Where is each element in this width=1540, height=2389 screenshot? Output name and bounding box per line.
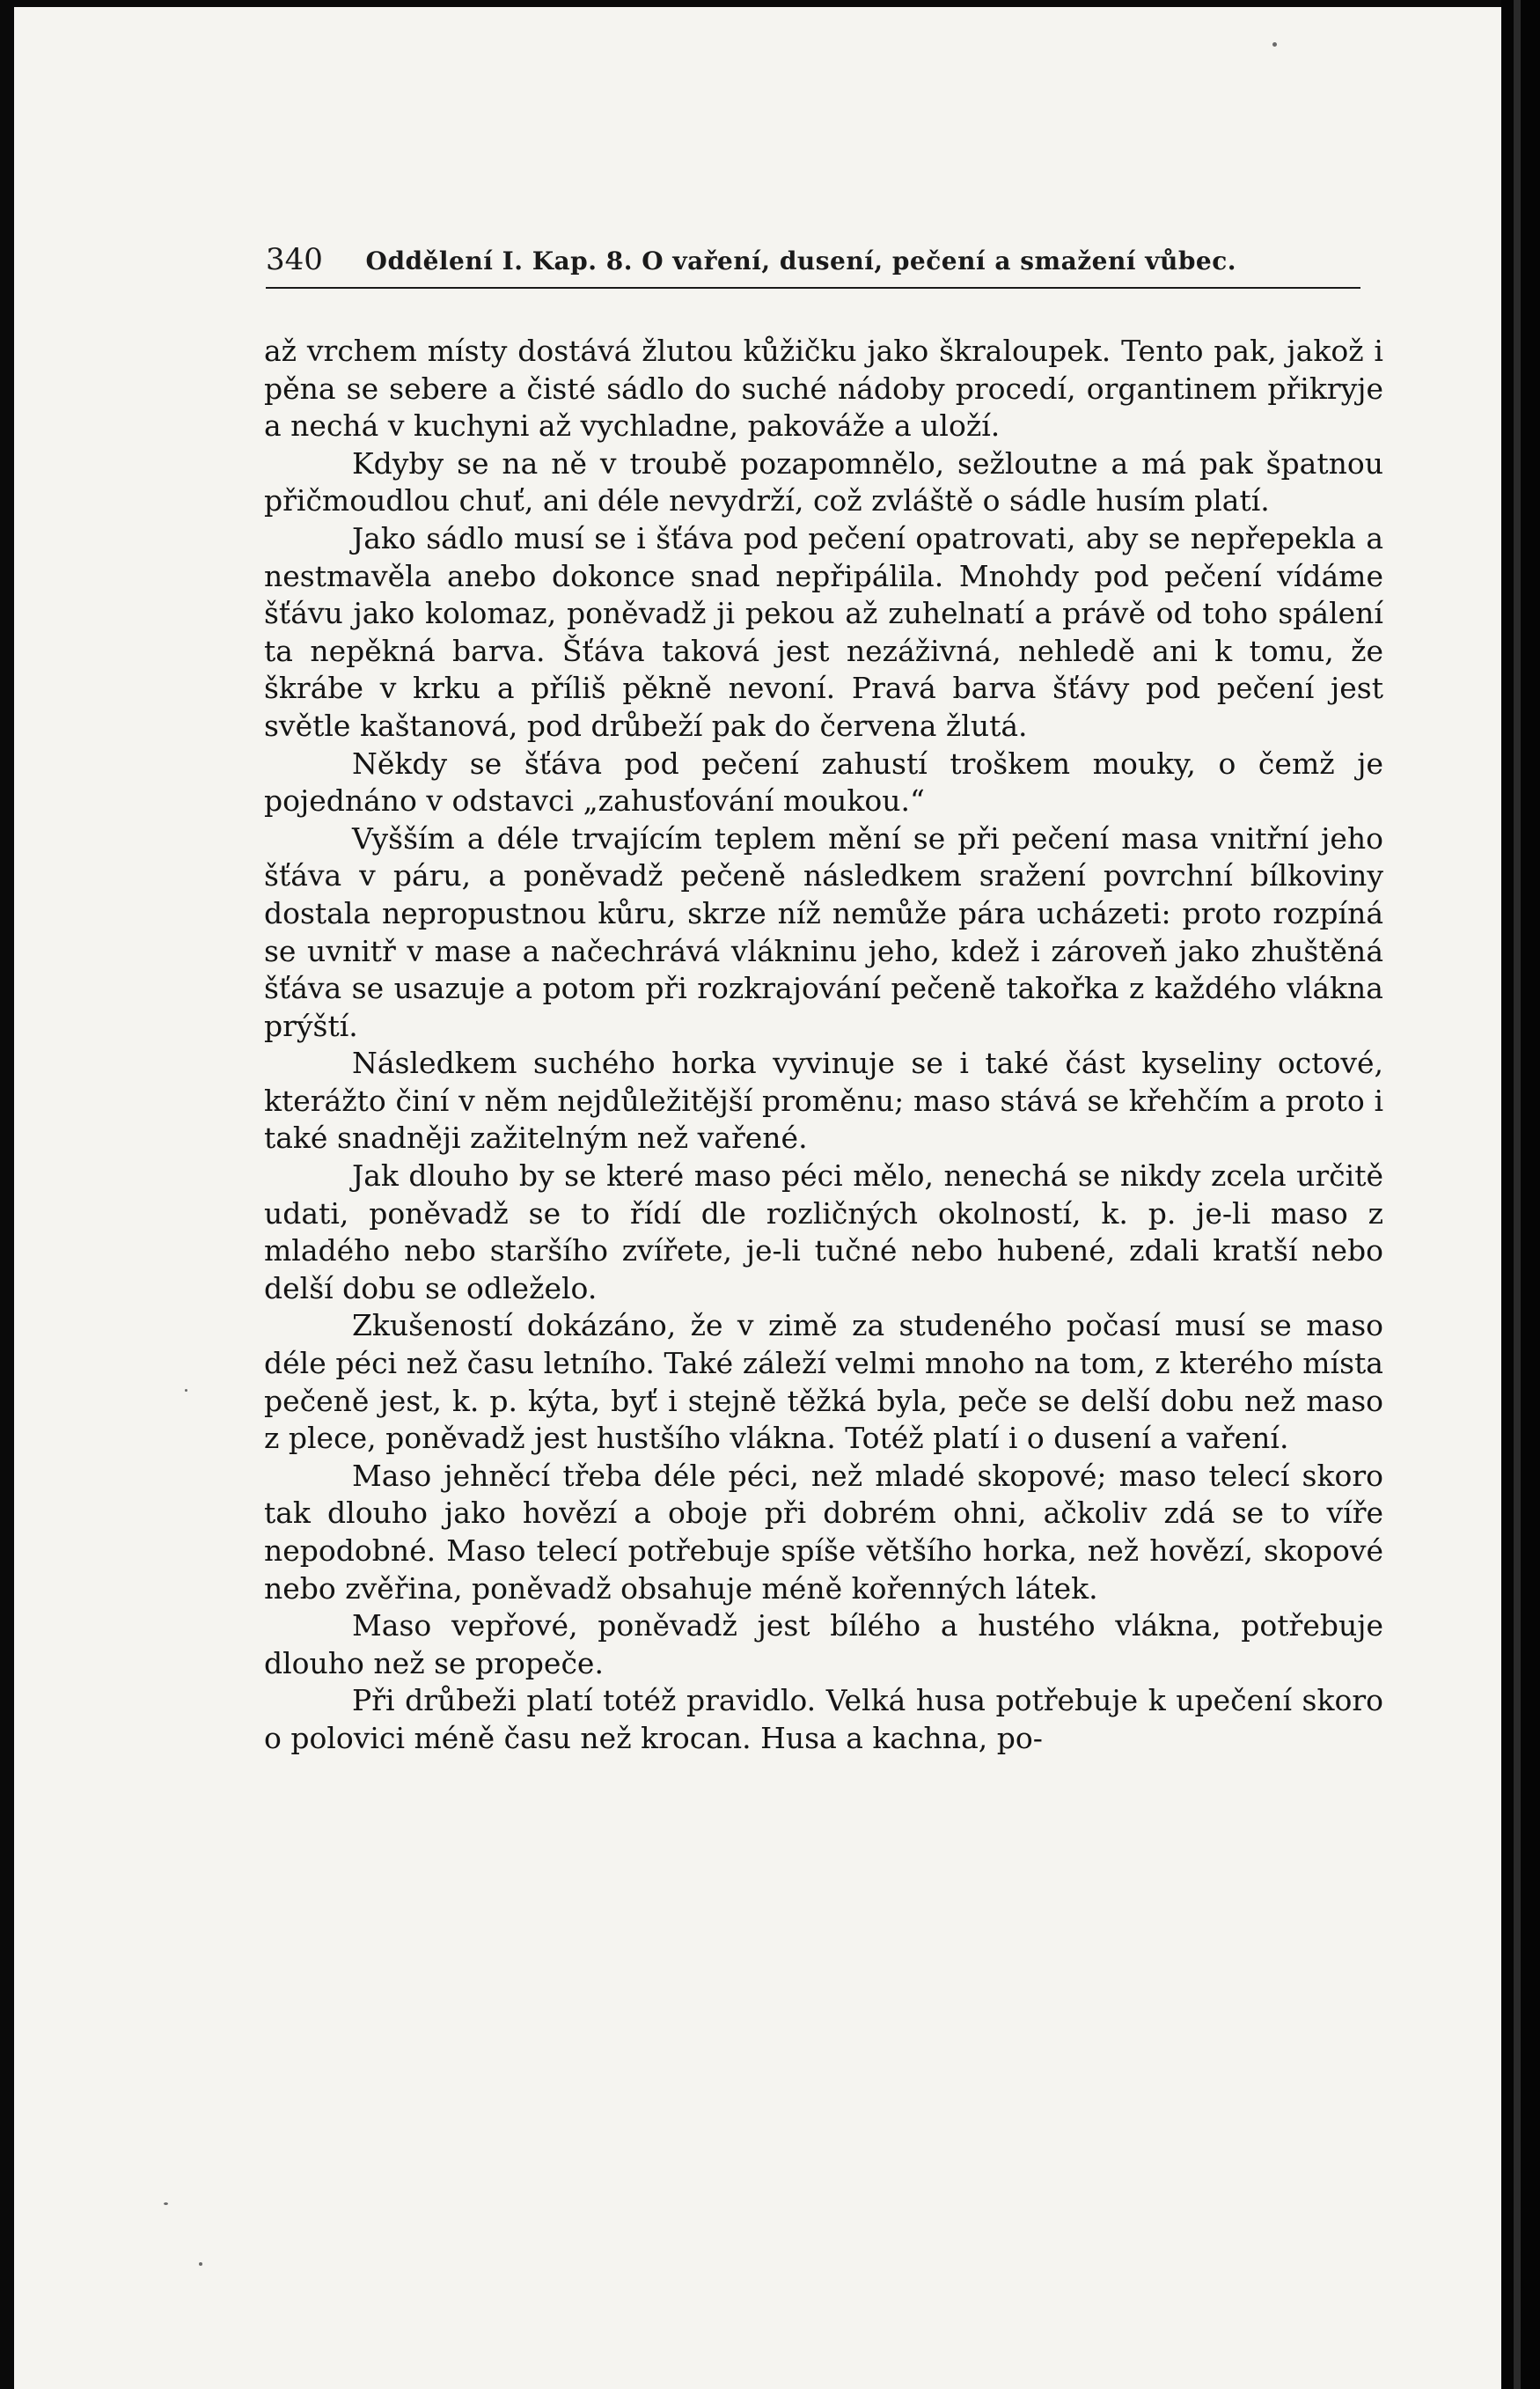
dust-speck [185,1389,187,1392]
paragraph: Někdy se šťáva pod pečení zahustí troškem mouky, o čemž je pojednáno v odstavci „zahusťování moukou.“ [264,746,1383,819]
page-number: 340 [266,242,323,277]
paragraph: Následkem suchého horka vyvinuje se i také část kyseliny octové, kterážto činí v něm nejdůležitější proměnu; maso stává se křehčím a proto i také snadněji zažitelným než vařené. [264,1046,1383,1156]
dust-speck [199,2262,202,2266]
paragraph: až vrchem místy dostává žlutou kůžičku jako škraloupek. Tento pak, jakož i pěna se sebere a čisté sádlo do suché nádoby procedí, organtinem přikryje a nechá v kuchyni až vychladne, pakováže a uloží. [264,334,1383,444]
dust-speck [1272,42,1277,47]
dust-speck [164,2202,168,2205]
paragraph: Při drůbeži platí totéž pravidlo. Velká husa potřebuje k upečení skoro o polovici méně času než krocan. Husa a kachna, po- [264,1683,1383,1755]
body-text [264,333,1383,1758]
page-header [266,238,1355,282]
paragraph: Maso jehněcí třeba déle péci, než mladé skopové; maso telecí skoro tak dlouho jako hovězí a oboje při dobrém ohni, ačkoliv zdá se to víře nepodobné. Maso telecí potřebuje spíše většího horka, než hovězí, skopové nebo zvěřina, poněvadž obsahuje méně kořenných látek. [264,1458,1383,1606]
paragraph: Maso vepřové, poněvadž jest bílého a hustého vlákna, potřebuje dlouho než se propeče. [264,1608,1383,1680]
paragraph: Vyšším a déle trvajícím teplem mění se při pečení masa vnitřní jeho šťáva v páru, a poněvadž pečeně následkem sražení povrchní bílkoviny dostala nepropustnou kůru, skrze níž nemůže pára ucházeti: proto rozpíná se uvnitř v mase a načechrává vlákninu jeho, kdež i zároveň jako zhuštěná šťáva se usazuje a potom při rozkrajování pečeně takořka z každého vlákna prýští. [264,820,1383,1043]
book-edge [1514,0,1521,2389]
paragraph: Kdyby se na ně v troubě pozapomnělo, sežloutne a má pak špatnou přičmoudlou chuť, ani déle nevydrží, což zvláště o sádle husím platí. [264,445,1383,518]
paragraph: Zkušeností dokázáno, že v zimě za studeného počasí musí se maso déle péci než času letního. Také záleží velmi mnoho na tom, z kterého místa pečeně jest, k. p. kýta, byť i stejně těžká byla, peče se delší dobu než maso z plece, poněvadž jest hustšího vlákna. Totéž platí i o dusení a vaření. [264,1308,1383,1456]
running-head: Oddělení I. Kap. 8. O vaření, dusení, pečení a smažení vůbec. [365,246,1237,276]
paragraph: Jak dlouho by se které maso péci mělo, nenechá se nikdy zcela určitě udati, poněvadž se to řídí dle rozličných okolností, k. p. je-li maso z mladého nebo staršího zvířete, je-li tučné nebo hubené, zdali kratší nebo delší dobu se odleželo. [264,1158,1383,1305]
scan-border [1501,0,1540,2389]
paragraph: Jako sádlo musí se i šťáva pod pečení opatrovati, aby se nepřepekla a nestmavěla anebo dokonce snad nepřipálila. Mnohdy pod pečení vídáme šťávu jako kolomaz, poněvadž ji pekou až zuhelnatí a právě od toho spálení ta nepěkná barva. Šťáva taková jest nezáživná, nehledě ani k tomu, že škrábe v krku a příliš pěkně nevoní. Pravá barva šťávy pod pečení jest světle kaštanová, pod drůbeží pak do červena žlutá. [264,520,1383,743]
header-rule [266,287,1360,289]
